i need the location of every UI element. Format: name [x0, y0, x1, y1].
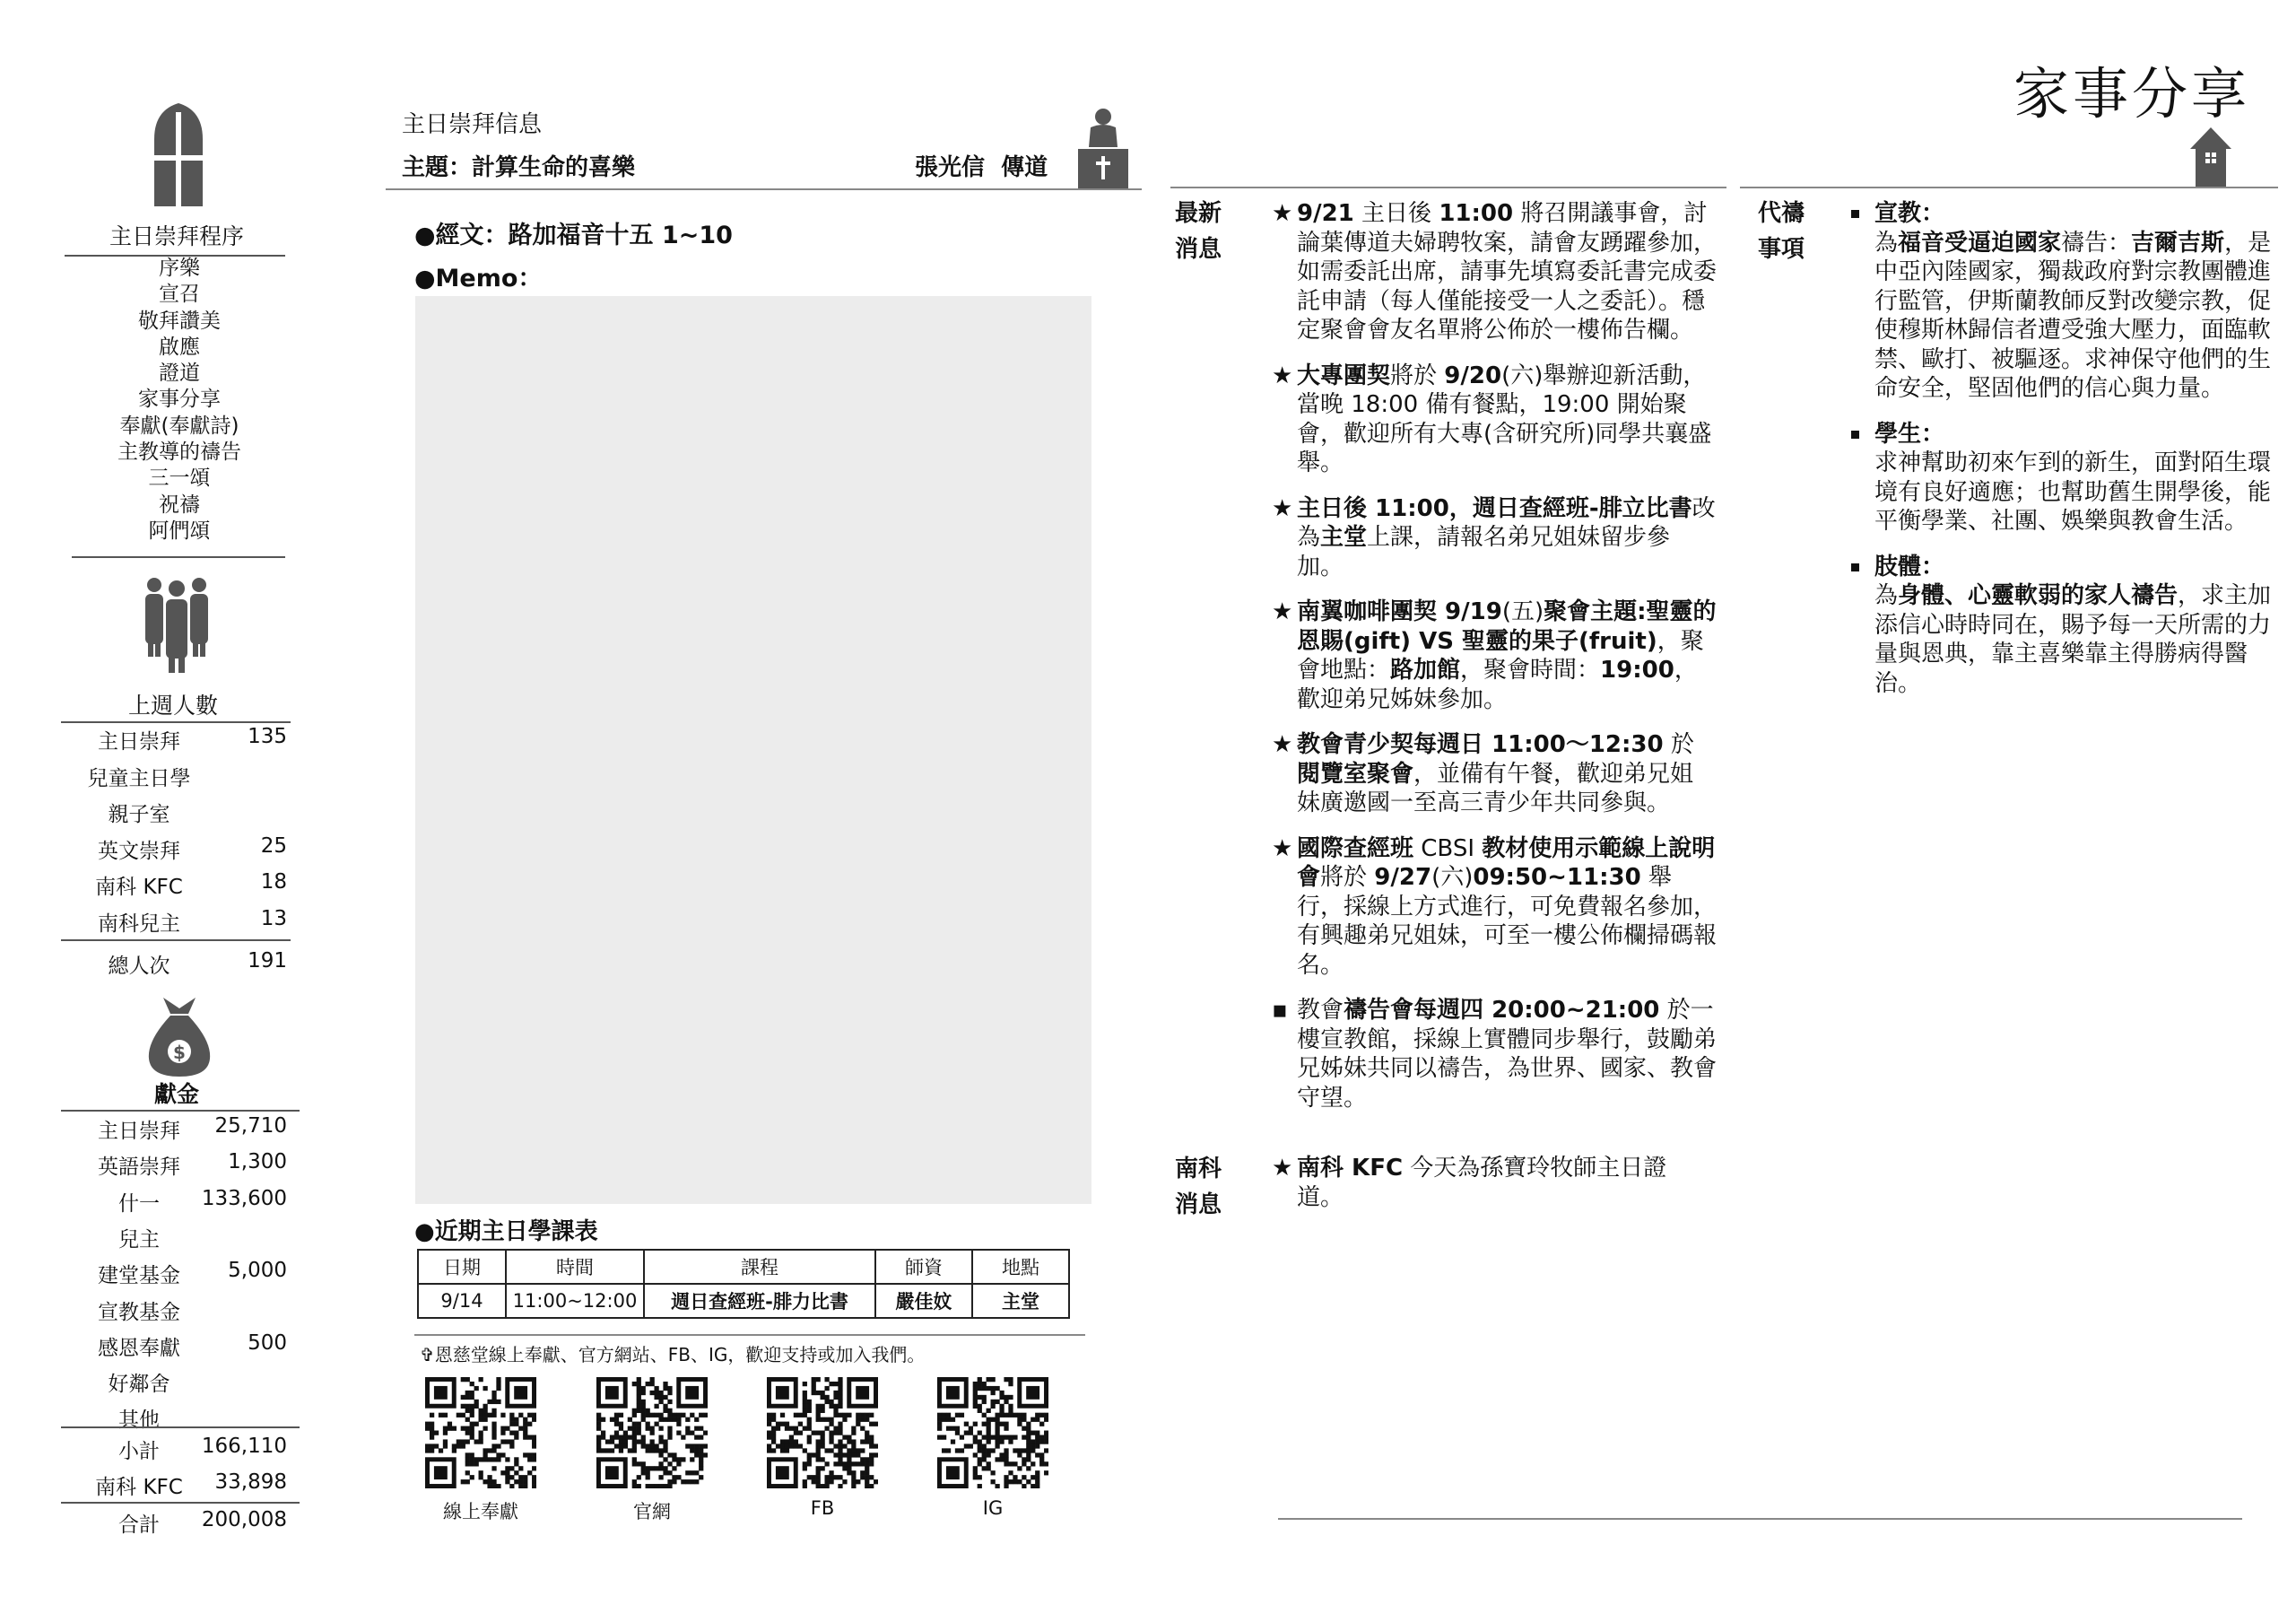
news-text: 9/21 主日後 11:00 將召開議事會，討論葉傳道夫婦聘牧案，請會友踴躍參加，如需委託出席，請事先填寫委託書完成委託申請（每人僅能接受一人之委託）。穩定聚會會友名單將公佈於一樓佈告欄。	[1297, 200, 1718, 344]
offering-label: 英語崇拜	[98, 1156, 180, 1180]
program-item: 奉獻(奉獻詩)	[119, 414, 239, 438]
program-list	[63, 256, 296, 545]
qr-label-online-offering: 線上奉獻	[443, 1501, 518, 1522]
offering-label: 建堂基金	[98, 1264, 180, 1288]
col-time: 時間	[506, 1250, 644, 1284]
news-item	[1272, 730, 1717, 818]
prayer-topic	[1849, 420, 2276, 449]
col-course: 課程	[644, 1250, 875, 1284]
news-text: 教會禱告會每週四 20:00~21:00 於一樓宣教館，採線上實體同步舉行，鼓勵弟兄姊妹共同以禱告，為世界、國家、教會守望。	[1297, 997, 1718, 1112]
square-bullet-icon: ▪	[1272, 997, 1288, 1024]
offering-row	[63, 1259, 296, 1295]
kfc-news-list	[1272, 1154, 1693, 1228]
attendance-label: 兒童主日學	[87, 766, 191, 790]
offering-title: 獻金	[153, 1081, 199, 1107]
attendance-label: 南科 KFC	[95, 876, 183, 899]
news-text: 教會青少契每週日 11:00～12:30 於閱覽室聚會，並備有午餐，歡迎弟兄姐妹廣邀國一至高三青少年共同參與。	[1297, 731, 1694, 816]
prayer-topic-title: 學生：	[1874, 420, 1945, 448]
sunday-school-table	[417, 1249, 1070, 1319]
square-bullet-icon	[1851, 431, 1859, 439]
prayer-topic-body: 為福音受逼迫國家禱告：吉爾吉斯，是中亞內陸國家，獨裁政府對宗教團體進行監管，伊斯蘭教師反對改變宗教，促使穆斯林歸信者遭受強大壓力，面臨軟禁、歐打、被驅逐。求神保守他們的生命安全，堅固他們的信心與力量。	[1874, 229, 2272, 402]
offering-label: 兒主	[118, 1227, 160, 1252]
program-item: 序樂	[159, 257, 200, 280]
program-item: 阿們頌	[148, 519, 211, 543]
svg-text:$: $	[173, 1042, 186, 1063]
star-bullet-icon: ★	[1272, 598, 1293, 625]
attendance-value: 135	[248, 725, 287, 748]
news-text: 國際查經班 CBSI 教材使用示範線上說明會將於 9/27(六)09:50~11:30 舉行，採線上方式進行，可免費報名參加，有興趣弟兄姐妹，可至一樓公佈欄掃碼報名。	[1297, 834, 1718, 979]
pulpit-preacher-icon	[1076, 108, 1130, 188]
star-bullet-icon: ★	[1272, 1155, 1293, 1182]
attendance-row	[63, 762, 296, 798]
offering-value: 25,710	[214, 1114, 287, 1138]
qr-code-fb[interactable]	[767, 1377, 878, 1488]
news-text: 大專團契將於 9/20(六)舉辦迎新活動，當晚 18:00 備有餐點，19:00 開始聚會，歡迎所有大專(含研究所)同學共襄盛舉。	[1297, 362, 1712, 476]
attendance-title: 上週人數	[127, 693, 218, 719]
offering-label: 其他	[118, 1409, 160, 1433]
sunday-school-title: ●近期主日學課表	[414, 1218, 598, 1245]
qr-code-online-offering[interactable]	[425, 1377, 536, 1488]
news-item	[1272, 362, 1717, 478]
attendance-row	[63, 725, 296, 761]
offering-row	[63, 1150, 296, 1186]
news-text: 主日後 11:00，週日查經班-腓立比書改為主堂上課，請報名弟兄姐妹留步參加。	[1297, 494, 1716, 580]
square-bullet-icon	[1851, 210, 1859, 218]
qr-code-icon	[767, 1377, 878, 1488]
program-item: 啟應	[159, 335, 200, 359]
offering-total-value: 200,008	[201, 1508, 287, 1531]
table-row	[418, 1284, 1069, 1318]
news-text: 南翼咖啡團契 9/19(五)聚會主題:聖靈的恩賜(gift) VS 聖靈的果子(fruit)，聚會地點：路加館，聚會時間：19:00，歡迎弟兄姊妹參加。	[1297, 598, 1717, 713]
people-icon	[142, 576, 212, 673]
star-bullet-icon: ★	[1272, 494, 1293, 522]
prayer-topic-title: 宣教：	[1874, 200, 1945, 227]
memo-label: ●Memo：	[414, 265, 543, 292]
offering-row	[63, 1187, 296, 1223]
program-item: 主教導的禱告	[117, 441, 241, 465]
qr-code-website[interactable]	[596, 1377, 708, 1488]
kfc-news-text: 南科 KFC 今天為孫寶玲牧師主日證道。	[1297, 1155, 1667, 1211]
money-bag-icon	[147, 996, 212, 1077]
attendance-row	[63, 870, 296, 906]
col-location: 地點	[972, 1250, 1069, 1284]
offering-value: 133,600	[201, 1186, 287, 1210]
qr-label-website: 官網	[633, 1501, 671, 1522]
attendance-value: 18	[260, 870, 287, 894]
attendance-label: 英文崇拜	[98, 839, 180, 863]
news-item	[1272, 996, 1717, 1112]
news-list	[1272, 199, 1717, 1129]
qr-code-ig[interactable]	[937, 1377, 1048, 1488]
offering-label: 感恩奉獻	[98, 1336, 180, 1360]
prayer-topic-body: 為身體、心靈軟弱的家人禱告，求主加添信心時時同在，賜予每一天所需的力量與恩典，靠主喜樂靠主得勝病得醫治。	[1874, 582, 2272, 697]
program-item: 證道	[159, 362, 200, 386]
offering-subtotal-label: 小計	[118, 1440, 160, 1463]
program-item: 敬拜讚美	[138, 309, 221, 333]
offering-total-row	[63, 1508, 296, 1544]
program-title: 主日崇拜程序	[109, 223, 244, 249]
program-item: 家事分享	[138, 388, 221, 412]
offering-kfc-row	[63, 1470, 296, 1506]
offering-label: 主日崇拜	[98, 1120, 180, 1143]
news-item	[1272, 834, 1717, 981]
attendance-row	[63, 798, 296, 833]
prayer-label: 代禱事項	[1758, 200, 1805, 263]
attendance-label: 主日崇拜	[98, 730, 180, 754]
qr-code-icon	[596, 1377, 708, 1488]
attendance-label: 南科兒主	[98, 912, 180, 936]
attendance-label: 親子室	[108, 803, 170, 826]
news-item	[1272, 598, 1717, 714]
star-bullet-icon: ★	[1272, 834, 1293, 862]
offering-total-label: 合計	[118, 1513, 160, 1537]
offering-value: 1,300	[228, 1150, 287, 1174]
offering-row	[63, 1223, 296, 1259]
house-icon	[2188, 126, 2233, 188]
offering-value: 500	[248, 1330, 287, 1355]
offering-label: 好鄰舍	[108, 1373, 170, 1397]
offering-row	[63, 1331, 296, 1367]
speaker-name: 張光信 傳道	[915, 154, 1048, 181]
attendance-row	[63, 834, 296, 870]
qr-label-ig: IG	[982, 1497, 1004, 1519]
table-header-row	[418, 1250, 1069, 1284]
attendance-value: 25	[260, 833, 287, 858]
attendance-total-label: 總人次	[108, 955, 170, 978]
offering-label: 宣教基金	[98, 1300, 180, 1324]
news-label: 最新消息	[1175, 200, 1222, 263]
attendance-total-value: 191	[248, 949, 287, 973]
footer-note: ✞恩慈堂線上奉獻、官方網站、FB、IG，歡迎支持或加入我們。	[420, 1344, 926, 1365]
sermon-theme: 主題：計算生命的喜樂	[402, 154, 636, 181]
offering-row	[63, 1114, 296, 1150]
kfc-news-item	[1272, 1154, 1693, 1212]
square-bullet-icon	[1851, 563, 1859, 571]
program-item: 祝禱	[159, 493, 200, 517]
program-item: 三一頌	[148, 467, 211, 491]
attendance-total-row	[63, 949, 296, 985]
offering-subtotal-value: 166,110	[201, 1435, 287, 1458]
offering-value: 5,000	[228, 1259, 287, 1283]
cell-location: 主堂	[972, 1284, 1069, 1318]
cell-time: 11:00~12:00	[506, 1284, 644, 1318]
star-bullet-icon: ★	[1272, 200, 1293, 227]
offering-row	[63, 1295, 296, 1331]
prayer-topic-body: 求神幫助初來乍到的新生，面對陌生環境有良好適應；也幫助舊生開學後，能平衡學業、社團、娛樂與教會生活。	[1874, 449, 2272, 535]
attendance-value: 13	[260, 906, 287, 930]
col-date: 日期	[418, 1250, 506, 1284]
prayer-topic	[1849, 199, 2276, 229]
memo-box[interactable]	[415, 296, 1091, 1204]
qr-label-fb: FB	[810, 1497, 835, 1519]
cell-course: 週日查經班-腓力比書	[644, 1284, 875, 1318]
offering-kfc-label: 南科 KFC	[95, 1476, 183, 1499]
cell-date: 9/14	[418, 1284, 506, 1318]
prayer-topic	[1849, 553, 2276, 582]
church-window-icon	[154, 103, 203, 206]
news-item	[1272, 199, 1717, 345]
worship-heading: 主日崇拜信息	[402, 111, 543, 138]
section-title: 家事分享	[2013, 61, 2251, 126]
col-teacher: 師資	[875, 1250, 972, 1284]
star-bullet-icon: ★	[1272, 362, 1293, 389]
qr-code-icon	[425, 1377, 536, 1488]
prayer-list	[1849, 199, 2276, 714]
program-item: 宣召	[159, 283, 200, 307]
star-bullet-icon: ★	[1272, 731, 1293, 758]
scripture: ●經文：路加福音十五 1~10	[414, 222, 733, 249]
attendance-row	[63, 907, 296, 943]
cell-teacher: 嚴佳妏	[875, 1284, 972, 1318]
offering-label: 什一	[118, 1191, 160, 1216]
news-item	[1272, 494, 1717, 582]
offering-subtotal-row	[63, 1435, 296, 1470]
offering-kfc-value: 33,898	[214, 1470, 287, 1494]
offering-row	[63, 1367, 296, 1403]
prayer-topic-title: 肢體：	[1874, 553, 1945, 580]
qr-code-icon	[937, 1377, 1048, 1488]
kfc-news-label: 南科消息	[1175, 1156, 1222, 1218]
